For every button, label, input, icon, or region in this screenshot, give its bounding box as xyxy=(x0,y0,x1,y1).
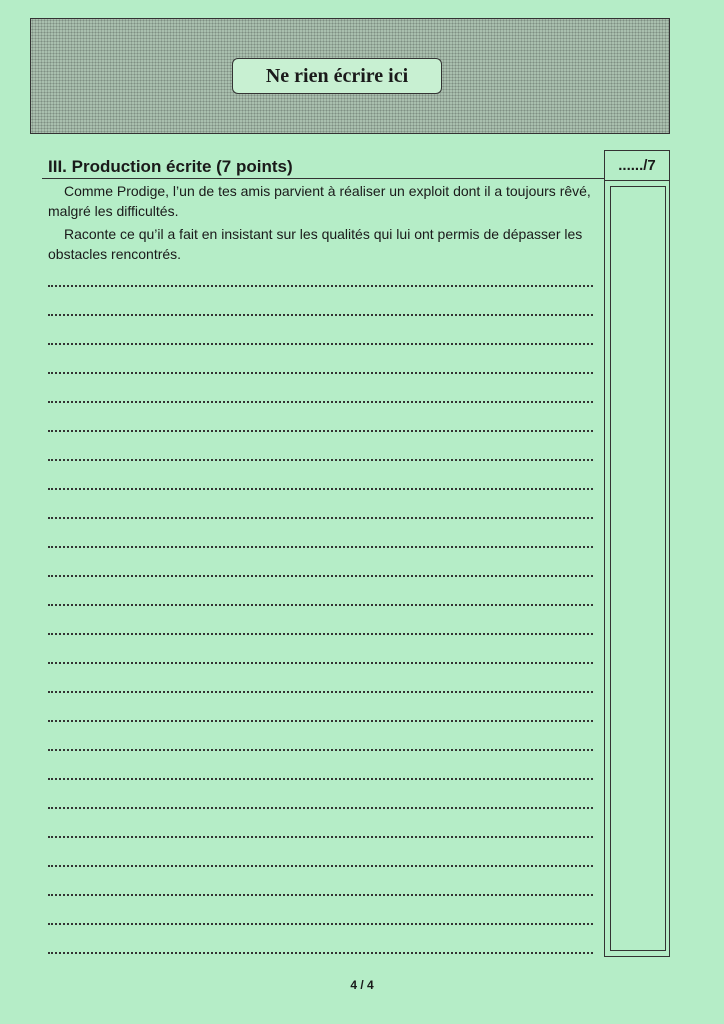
section-title: III. Production écrite (7 points) xyxy=(48,157,293,176)
answer-lines[interactable] xyxy=(48,258,593,954)
section-divider xyxy=(42,178,605,179)
answer-line[interactable] xyxy=(48,577,593,606)
score-text: ....../7 xyxy=(618,157,656,174)
answer-line[interactable] xyxy=(48,780,593,809)
grader-margin xyxy=(610,186,666,951)
answer-line[interactable] xyxy=(48,751,593,780)
answer-line[interactable] xyxy=(48,432,593,461)
score-box xyxy=(605,151,669,181)
instruction-paragraph: Raconte ce qu’il a fait en insistant sur les qualités qui lui ont permis de dépasser les obstacles rencontrés. xyxy=(48,226,583,262)
answer-line[interactable] xyxy=(48,722,593,751)
score-column xyxy=(604,150,670,957)
answer-line[interactable] xyxy=(48,461,593,490)
answer-line[interactable] xyxy=(48,925,593,954)
answer-line[interactable] xyxy=(48,693,593,722)
answer-line[interactable] xyxy=(48,548,593,577)
answer-line[interactable] xyxy=(48,403,593,432)
answer-line[interactable] xyxy=(48,287,593,316)
answer-line[interactable] xyxy=(48,316,593,345)
answer-line[interactable] xyxy=(48,896,593,925)
answer-line[interactable] xyxy=(48,374,593,403)
answer-line[interactable] xyxy=(48,606,593,635)
answer-line[interactable] xyxy=(48,867,593,896)
page-number: 4 / 4 xyxy=(350,978,374,992)
answer-line[interactable] xyxy=(48,490,593,519)
do-not-write-label xyxy=(232,58,442,94)
instruction-paragraph: Comme Prodige, l’un de tes amis parvient à réaliser un exploit dont il a toujours rêvé, malgré les difficultés. xyxy=(48,183,591,219)
do-not-write-text: Ne rien écrire ici xyxy=(265,64,409,87)
answer-line[interactable] xyxy=(48,519,593,548)
answer-line[interactable] xyxy=(48,664,593,693)
answer-line[interactable] xyxy=(48,809,593,838)
answer-line[interactable] xyxy=(48,258,593,287)
answer-line[interactable] xyxy=(48,838,593,867)
answer-line[interactable] xyxy=(48,635,593,664)
answer-line[interactable] xyxy=(48,345,593,374)
